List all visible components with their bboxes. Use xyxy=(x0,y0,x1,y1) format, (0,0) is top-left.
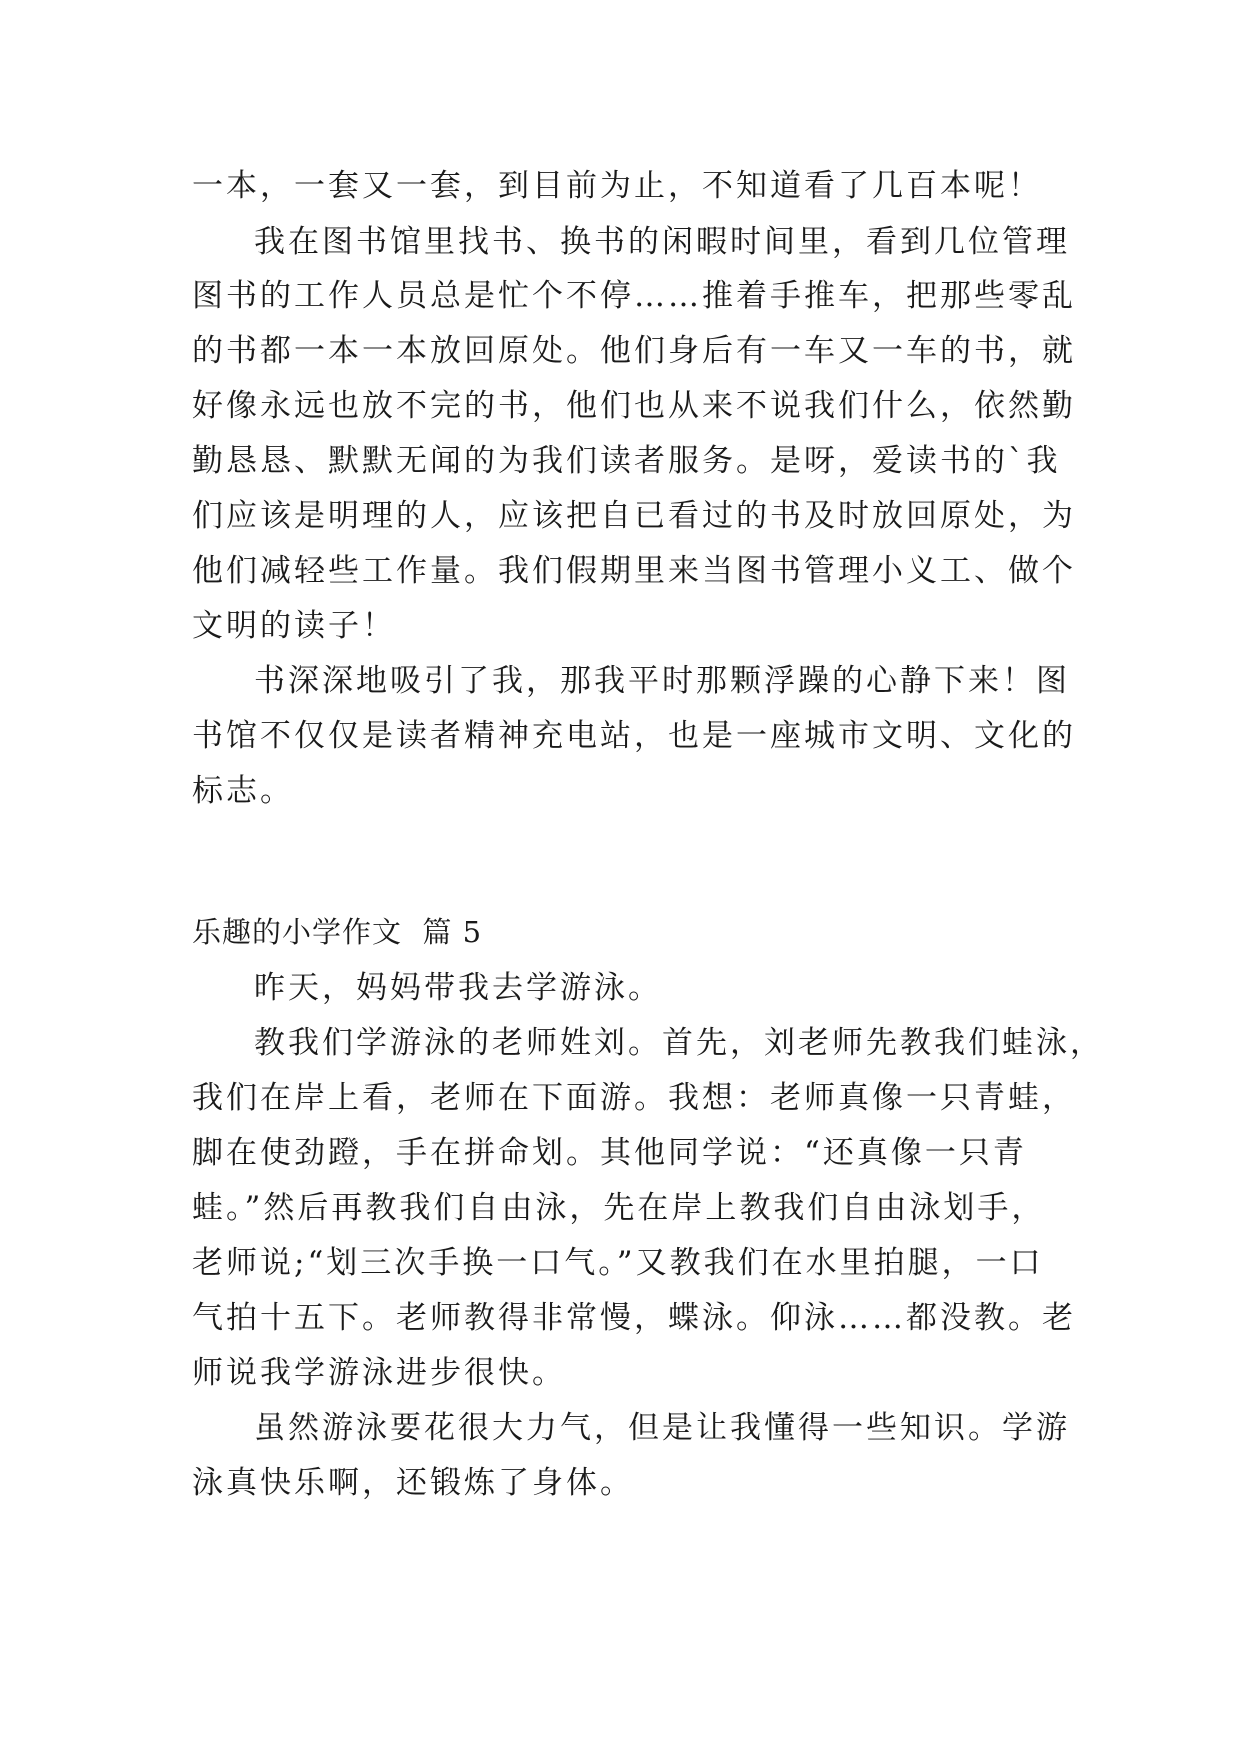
section-heading: 乐趣的小学作文 篇 5 xyxy=(192,915,483,949)
text-line: 脚在使劲蹬，手在拼命划。其他同学说：“还真像一只青 xyxy=(192,1135,1027,1171)
text-line: 一本，一套又一套，到目前为止，不知道看了几百本呢！ xyxy=(192,168,1042,204)
text-line: 教我们学游泳的老师姓刘。首先，刘老师先教我们蛙泳， xyxy=(254,1025,1104,1061)
text-line: 们应该是明理的人，应该把自已看过的书及时放回原处，为 xyxy=(192,498,1076,534)
text-line: 蛙。”然后再教我们自由泳，先在岸上教我们自由泳划手， xyxy=(192,1190,1046,1226)
text-line: 老师说;“划三次手换一口气。”又教我们在水里拍腿，一口 xyxy=(192,1245,1044,1281)
text-line: 我在图书馆里找书、换书的闲暇时间里，看到几位管理 xyxy=(254,224,1070,260)
text-line: 昨天，妈妈带我去学游泳。 xyxy=(254,970,662,1006)
text-line: 书馆不仅仅是读者精神充电站，也是一座城市文明、文化的 xyxy=(192,718,1076,754)
text-line: 标志。 xyxy=(192,773,294,809)
text-line: 师说我学游泳进步很快。 xyxy=(192,1355,566,1391)
text-line: 我们在岸上看，老师在下面游。我想：老师真像一只青蛙， xyxy=(192,1080,1076,1116)
text-line: 文明的读子！ xyxy=(192,608,396,644)
text-line: 勤恳恳、默默无闻的为我们读者服务。是呀，爱读书的`我 xyxy=(192,443,1061,479)
text-line: 书深深地吸引了我，那我平时那颗浮躁的心静下来！图 xyxy=(254,663,1070,699)
text-line: 气拍十五下。老师教得非常慢，蝶泳。仰泳……都没教。老 xyxy=(192,1300,1076,1336)
text-line: 的书都一本一本放回原处。他们身后有一车又一车的书，就 xyxy=(192,333,1076,369)
text-line: 图书的工作人员总是忙个不停……推着手推车，把那些零乱 xyxy=(192,278,1076,314)
text-line: 好像永远也放不完的书，他们也从来不说我们什么，依然勤 xyxy=(192,388,1076,424)
text-line: 泳真快乐啊，还锻炼了身体。 xyxy=(192,1465,634,1501)
text-line: 虽然游泳要花很大力气，但是让我懂得一些知识。学游 xyxy=(254,1410,1070,1446)
text-line: 他们减轻些工作量。我们假期里来当图书管理小义工、做个 xyxy=(192,553,1076,589)
